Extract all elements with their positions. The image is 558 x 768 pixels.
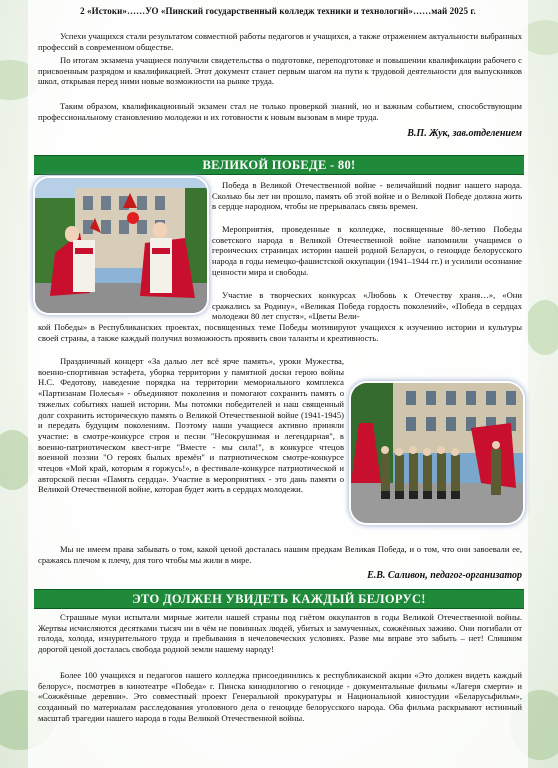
section-banner <box>34 589 524 609</box>
victory-paragraph-5: Мы не имеем права забывать о том, какой ценой досталась нашим предкам Великая Победа, и о том, что они завоевали ее, сражаясь плечом к плечу, для того чтобы мы жили в мире. <box>38 544 522 565</box>
march-parade-photo <box>351 383 523 523</box>
victory-day-photo <box>35 178 207 313</box>
background-leaf <box>525 300 558 355</box>
section-title: ЭТО ДОЛЖЕН УВИДЕТЬ КАЖДЫЙ БЕЛОРУС! <box>132 592 426 606</box>
victory-paragraph-3b: кой Победы» в Республиканских проектах, посвященных теме Победы мотивируют учащихся к изучению истории и культуры своей страны, а также каждый получил возможность проявить свои таланты и креативность. <box>38 322 522 343</box>
intro-signature: В.П. Жук, зав.отделением <box>407 128 522 139</box>
girls-costume-photo <box>35 178 207 313</box>
genocide-paragraph-2: Более 100 учащихся и педагогов нашего колледжа присоединились к республиканской акции «Это должен видеть каждый белорус», посмотрев в кинотеатре «Победа» г. Пинска кинодилогию о геноциде - документальные фильмы «Лагеря смерти» и «Сожжённые деревни». Это совместный проект Генеральной прокуратуры и Национальной киностудии «Беларусьфильм», созданный по материалам расследования уголовного дела о геноциде белорусского народа. Оба фильма раскрывают истинный масштаб трагедии нашего народа в годы Великой Отечественной войны. <box>38 670 522 723</box>
genocide-paragraph-1: Страшные муки испытали мирные жители нашей страны под гнётом оккупантов в годы Великой Отечественной войны. Жертвы исчисляются десятками тысяч ни в чём не повинных людей, убитых и замученных, сожжённых заживо. Они погибали от голода, холода, изнурительного труда и пребывания в нечеловеческих условиях. Разве мы вправе это забыть – нет! Слишком дорогой ценой досталась свобода родной земли нашему народу! <box>38 612 522 655</box>
intro-paragraph-3: Таким образом, квалификационный экзамен стал не только проверкой знаний, но и важным событием, способствующим профессиональному становлению молодежи и их готовности к новым вызовам в мире труда. <box>38 101 522 122</box>
victory-paragraph-2: Мероприятия, проведенные в колледже, посвященные 80-летию Победы советского народа в Великой Отечественной войне напомнили учащимся о героических страницах истории нашей родной Беларуси, о геноциде белорусского народа в годы немецко-фашистской оккупации (1941–1944 гг.) и усилили осознание ценности мира и свободы. <box>212 224 522 277</box>
victory-paragraph-3a: Участие в творческих конкурсах «Любовь к Отечеству храня…», «Они сражались за Родину», «Великая Победа гордость поколений», «Победа в сердцах молодежи 80 лет спустя», «Цветы Вели- <box>212 290 522 322</box>
intro-paragraph-1: Успехи учащихся стали результатом совместной работы педагогов и учащихся, а также отражением актуальности выбранных профессий в современном обществе. <box>38 31 522 52</box>
newspaper-header: 2 «Истоки»……УО «Пинский государственный колледж техники и технологий»……май 2025 г. <box>80 6 476 16</box>
victory-paragraph-1: Победа в Великой Отечественной войне - величайший подвиг нашего народа. Сколько бы лет ни прошло, память об этой войне и о Великой Победе должна жить в сердце народном, чтобы не прерывалась связь времен. <box>212 180 522 212</box>
section-banner <box>34 155 524 175</box>
parade-photo <box>351 383 523 523</box>
victory-signature: Е.В. Саливон, педагог-организатор <box>367 570 522 581</box>
section-title: ВЕЛИКОЙ ПОБЕДЕ - 80! <box>202 158 356 172</box>
intro-paragraph-2: По итогам экзамена учащиеся получили свидетельства о подготовке, переподготовке и повышении квалификации рабочего с присвоенным разрядом и квалификацией. Этот документ станет первым шагом на пути к трудовой деятельности для выпускников школ, открывая перед ними новые возможности на рынке труда. <box>38 55 522 87</box>
victory-paragraph-4: Праздничный концерт «За далью лет всё ярче память», уроки Мужества, военно-спортивная эстафета, уборка территории у памятной доски герою войны Н.С. Федотову, наведение порядка на территории мемориального комплекса «Партизанам Полесья» - объединяют поколения и помогают сохранить память о тяжелых событиях нашей истории. Мы потомки победителей и наш священный долг сохранить историческую память о Великой Отечественной войне (1941-1945) и передать будущим поколениям. Поэтому наши учащиеся активно приняли участие: в смотре-конкурсе строя и песни "Несокрушимая и легендарная", в военно-патриотическом квест-игре "Вместе - мы сила!", в конкурсе чтецов военной поэзии "О героях былых времён" и патриотическом смотре-конкурсе чтецов «Мой край, которым я горжусь!», в фестивале-конкурсе патриотической и авторской песни «Память сердца». Участие в мероприятиях - это дань памяти о Великой Отечественной войне, которая будет жить в сердцах молодежи. <box>38 356 344 495</box>
